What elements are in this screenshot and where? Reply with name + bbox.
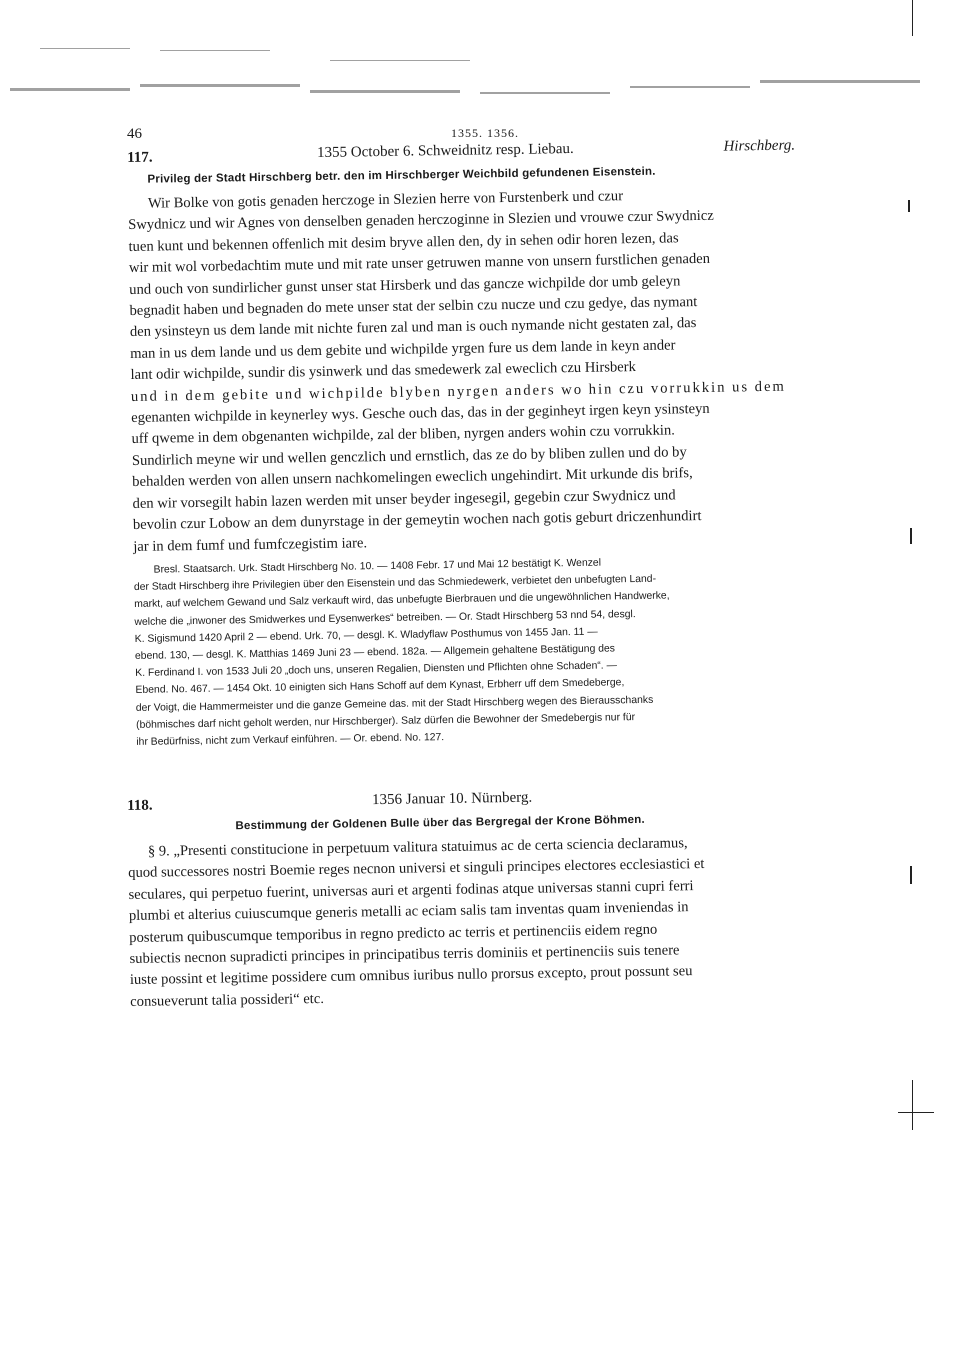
text-line: Sundirlich meyne wir und wellen genczlich und ernstlich, das ze do by bliben zullen und do by (131, 444, 687, 469)
margin-mark (910, 528, 912, 544)
archival-note (134, 551, 815, 751)
margin-tick (898, 1112, 934, 1113)
text-line: den ysinsteyn us dem lande mit nichte furen zal und man is ouch nymande nicht gestaten zal, das (129, 315, 697, 341)
text-line: den wir vorsegilt habin lazen werden mit unser beyder ingesegil, gegebin czur Swydnicz und (132, 487, 676, 512)
note-line: markt, auf welchem Gewand und Salz verkauft wird, das unbefugte Bierbrauen und die ungewöhnlichen Handwerke, (134, 590, 670, 611)
document-title: Privileg der Stadt Hirschberg betr. den im Hirschberger Weichbild gefundenen Eisenstein. (147, 165, 656, 186)
margin-mark (910, 866, 912, 884)
document-date: 1356 Januar 10. Nürnberg. (371, 789, 533, 809)
document-text (128, 183, 812, 558)
text-line: behalden werden von allen unsern nachkomelingen eweclich ungehindirt. Mit urkunde dis brifs, (132, 465, 693, 491)
text-line: quod successores nostri Boemie reges necnon universi et singuli principes electores ecclesiastici et (128, 856, 705, 882)
note-line: (böhmisches darf nicht geholt werden, nur Hirschberger). Salz dürfen die Bewohner der Smedebergis nur für (135, 711, 636, 731)
text-line: und ouch von sundirlicher gunst unser stat Hirsberk und das gancze wichpilde dor umb geleyn (129, 272, 681, 298)
document-number: 117. (127, 149, 153, 166)
text-line: posterum quibuscumque temporibus in regno predicto ac terris et pertinenciis eidem regno (129, 921, 658, 946)
text-line: subiectis necnon supradicti principes in principatibus terris dominiis et pertinenciis suis tenere (129, 942, 680, 968)
text-line: plumbi et alterius cuiuscumque generis metalli ac eciam salis tam inventas quam inveniendas in (128, 899, 689, 925)
text-line: uff qweme in dem obgenanten wichpilde, zal der bliben, nyrgen anders wohin czu vorrukkin. (131, 422, 675, 448)
text-line: egenanten wichpilde in keynerley wys. Gesche ouch das, das in der geginheyt irgen keyn ysinsteyn (131, 400, 710, 427)
document-text (128, 831, 809, 1013)
text-line: Wir Bolke von gotis genaden herczoge in Slezien herre von Furstenberk und czur (147, 188, 624, 212)
document-place: Hirschberg. (723, 137, 796, 155)
text-line: consueverunt talia possideri“ etc. (130, 990, 325, 1010)
text-line: begnadit haben und begnaden do mete unser stat der selbin czu nucze und czu gedye, das nymant (129, 294, 698, 320)
note-line: K. Ferdinand I. von 1533 Juli 20 „doch uns, unseren Regalien, Diensten und Pflichten ohne Schaden“. — (135, 660, 618, 680)
text-line: und in dem gebite und wichpilde blyben nyrgen anders wo hin czu vorrukkin us dem (130, 378, 786, 405)
text-line: § 9. „Presenti constitucione in perpetuum valitura statuimus ac de certa sciencia declaramus, (147, 835, 688, 860)
note-line: der Voigt, die Hammermeister und die ganze Gemeine das. mit der Stadt Hirschberg wegen des Bierausschanks (135, 694, 654, 714)
text-line: Swydnicz und wir Agnes von denselben genaden herczoginne in Slezien und vrouwe czur Swydnicz (128, 208, 714, 234)
note-line: welche die „inwoner des Smidwerkes und Eysenwerkes“ betreiben. — Or. Stadt Hirschberg 53 nnd 54, desgl. (134, 608, 636, 628)
page-number: 46 (127, 126, 142, 142)
document-118 (127, 785, 808, 1013)
text-line: man in us dem lande und us dem gebite und wichpilde yrgen fure us dem lande in keyn ander (130, 337, 676, 362)
text-line: tuen kunt und bekennen offenlich mit desim bryve allen den, dy in sehen odir horen lezen, das (128, 230, 679, 255)
running-head: 1355. 1356. (451, 126, 519, 140)
document-date: 1355 October 6. Schweidnitz resp. Liebau. (316, 140, 574, 162)
text-line: lant odir wichpilde, sundir dis ysinwerk und das smedewerk zal eweclich czu Hirsberk (130, 359, 637, 384)
note-line: K. Sigismund 1420 April 2 — ebend. Urk. 70, — desgl. K. Wladyflaw Posthumus von 1455 Jan. 11 — (134, 626, 598, 645)
document-117 (127, 137, 814, 751)
note-line: ihr Bedürfniss, nicht zum Verkauf einführen. — Or. ebend. No. 127. (136, 732, 445, 748)
text-line: jar in dem fumf und fumfczegistim iare. (133, 534, 368, 555)
bleed-through-text (0, 40, 930, 120)
text-line: seculares, qui perpetuo fuerint, universas auri et argenti fodinas atque universas stanni cupri ferri (128, 877, 694, 903)
document-number: 118. (127, 797, 153, 814)
document-title: Bestimmung der Goldenen Bulle über das Bergregal der Krone Böhmen. (235, 813, 645, 833)
text-line: iuste possint et legitime possidere cum omnibus iuribus nullo prorsus excepto, prout possunt seu (129, 963, 693, 989)
margin-line-top (912, 0, 913, 36)
margin-line-bottom (912, 1080, 913, 1130)
note-line: Ebend. No. 467. — 1454 Okt. 10 einigten sich Hans Schoff auf dem Kynast, Erbherr uff dem Smedeberge, (135, 677, 625, 697)
note-line: Bresl. Staatsarch. Urk. Stadt Hirschberg No. 10. — 1408 Febr. 17 und Mai 12 bestätigt K. Wenzel (153, 557, 602, 576)
note-line: der Stadt Hirschberg ihre Privilegien über den Eisenstein und das Schmiedewerk, verbietet den unbefugten Land- (133, 573, 657, 594)
text-line: wir mit wol vorbedachtim mute und mit rate unser getruwen manne von unsern furstlichen genaden (128, 251, 711, 277)
text-line: bevolin czur Lobow an dem dunyrstage in der gemeytin wochen nach gotis geburt driczenhundirt (132, 508, 702, 534)
note-line: ebend. 130, — desgl. K. Matthias 1469 Juni 23 — ebend. 182a. — Allgemein gehaltene Bestätigung des (134, 643, 616, 662)
margin-mark (908, 200, 910, 212)
